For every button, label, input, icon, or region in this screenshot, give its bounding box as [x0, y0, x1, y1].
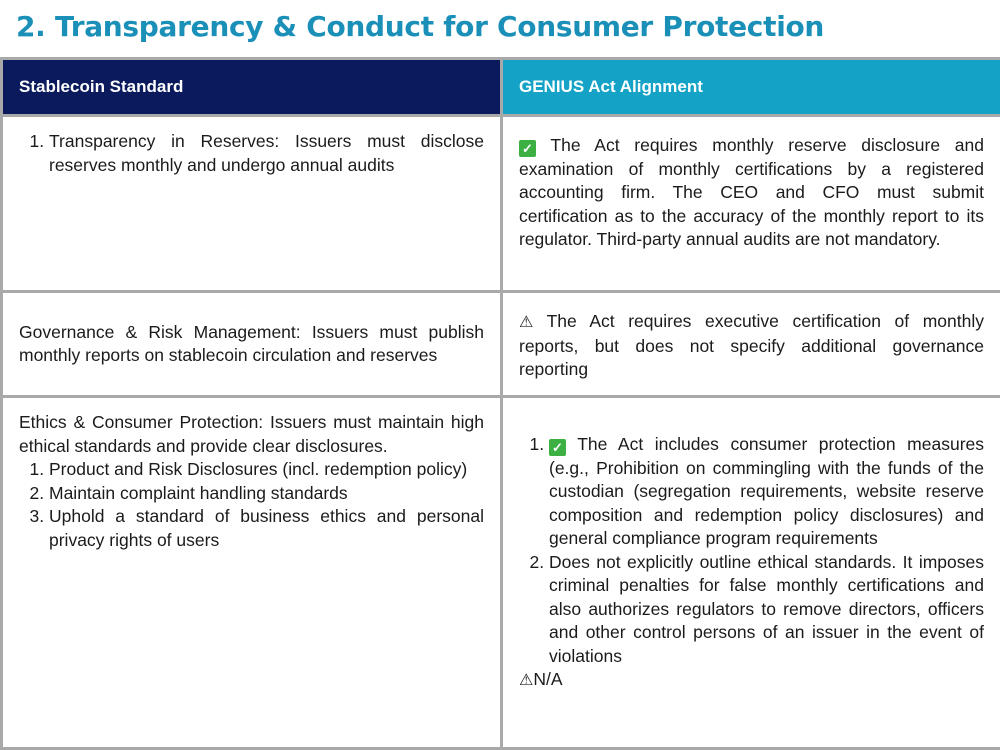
list-item: 2. Maintain complaint handling standards [49, 482, 484, 506]
row1-standard-list [19, 130, 484, 177]
row1-alignment-text: The Act requires monthly reserve disclosure and examination of monthly certifications by a registered accounting firm. The CEO and CFO must submit certification as to the accuracy of the monthly report to its regulator. Third-party annual audits are not mandatory. [519, 135, 985, 249]
row2-standard-text: Governance & Risk Management: Issuers must publish monthly reports on stablecoin circulation and reserves [19, 321, 484, 365]
na-text: N/A [533, 669, 563, 689]
row3-standard-list [19, 458, 484, 552]
page-title: 2. Transparency & Conduct for Consumer Protection [16, 10, 825, 43]
row3-standard-intro: Ethics & Consumer Protection: Issuers must maintain high ethical standards and provide clear disclosures. [19, 412, 484, 456]
row1-alignment-cell [502, 116, 1000, 292]
table-header-row [2, 59, 1000, 116]
comparison-table [0, 57, 1000, 750]
row1-standard-cell [2, 116, 502, 292]
row3-alignment-list [519, 433, 984, 668]
header-genius-act-alignment: GENIUS Act Alignment [502, 59, 1000, 116]
list-item: 3. Uphold a standard of business ethics and personal privacy rights of users [49, 505, 484, 552]
table-row [2, 116, 1000, 292]
table-row [2, 292, 1000, 397]
row3-alignment-footer [519, 668, 984, 693]
row2-alignment-cell [502, 292, 1000, 397]
table-row [2, 397, 1000, 749]
header-stablecoin-standard: Stablecoin Standard [2, 59, 502, 116]
warning-icon: ⚠ [519, 314, 534, 331]
check-icon: ✓ [519, 140, 536, 157]
row3-alignment-cell [502, 397, 1000, 749]
row2-alignment-text: The Act requires executive certification of monthly reports, but does not specify additional governance reporting [519, 311, 984, 379]
row2-standard-cell [2, 292, 502, 397]
list-item-text: The Act includes consumer protection measures (e.g., Prohibition on commingling with the funds of the custodian (segregation requirements, website reserve composition and redemption policy disclosures) and general compliance program requirements [549, 434, 984, 548]
list-item: 2. Does not explicitly outline ethical standards. It imposes criminal penalties for false monthly certifications and also authorizes regulators to remove directors, officers and other control persons of an issuer in the event of violations [549, 551, 984, 669]
list-item [549, 433, 984, 551]
check-icon: ✓ [549, 439, 566, 456]
list-item: 1. Transparency in Reserves: Issuers must disclose reserves monthly and undergo annual audits [49, 130, 484, 177]
row3-standard-cell [2, 397, 502, 749]
list-item: 1. Product and Risk Disclosures (incl. redemption policy) [49, 458, 484, 482]
warning-icon: ⚠ [519, 672, 534, 689]
